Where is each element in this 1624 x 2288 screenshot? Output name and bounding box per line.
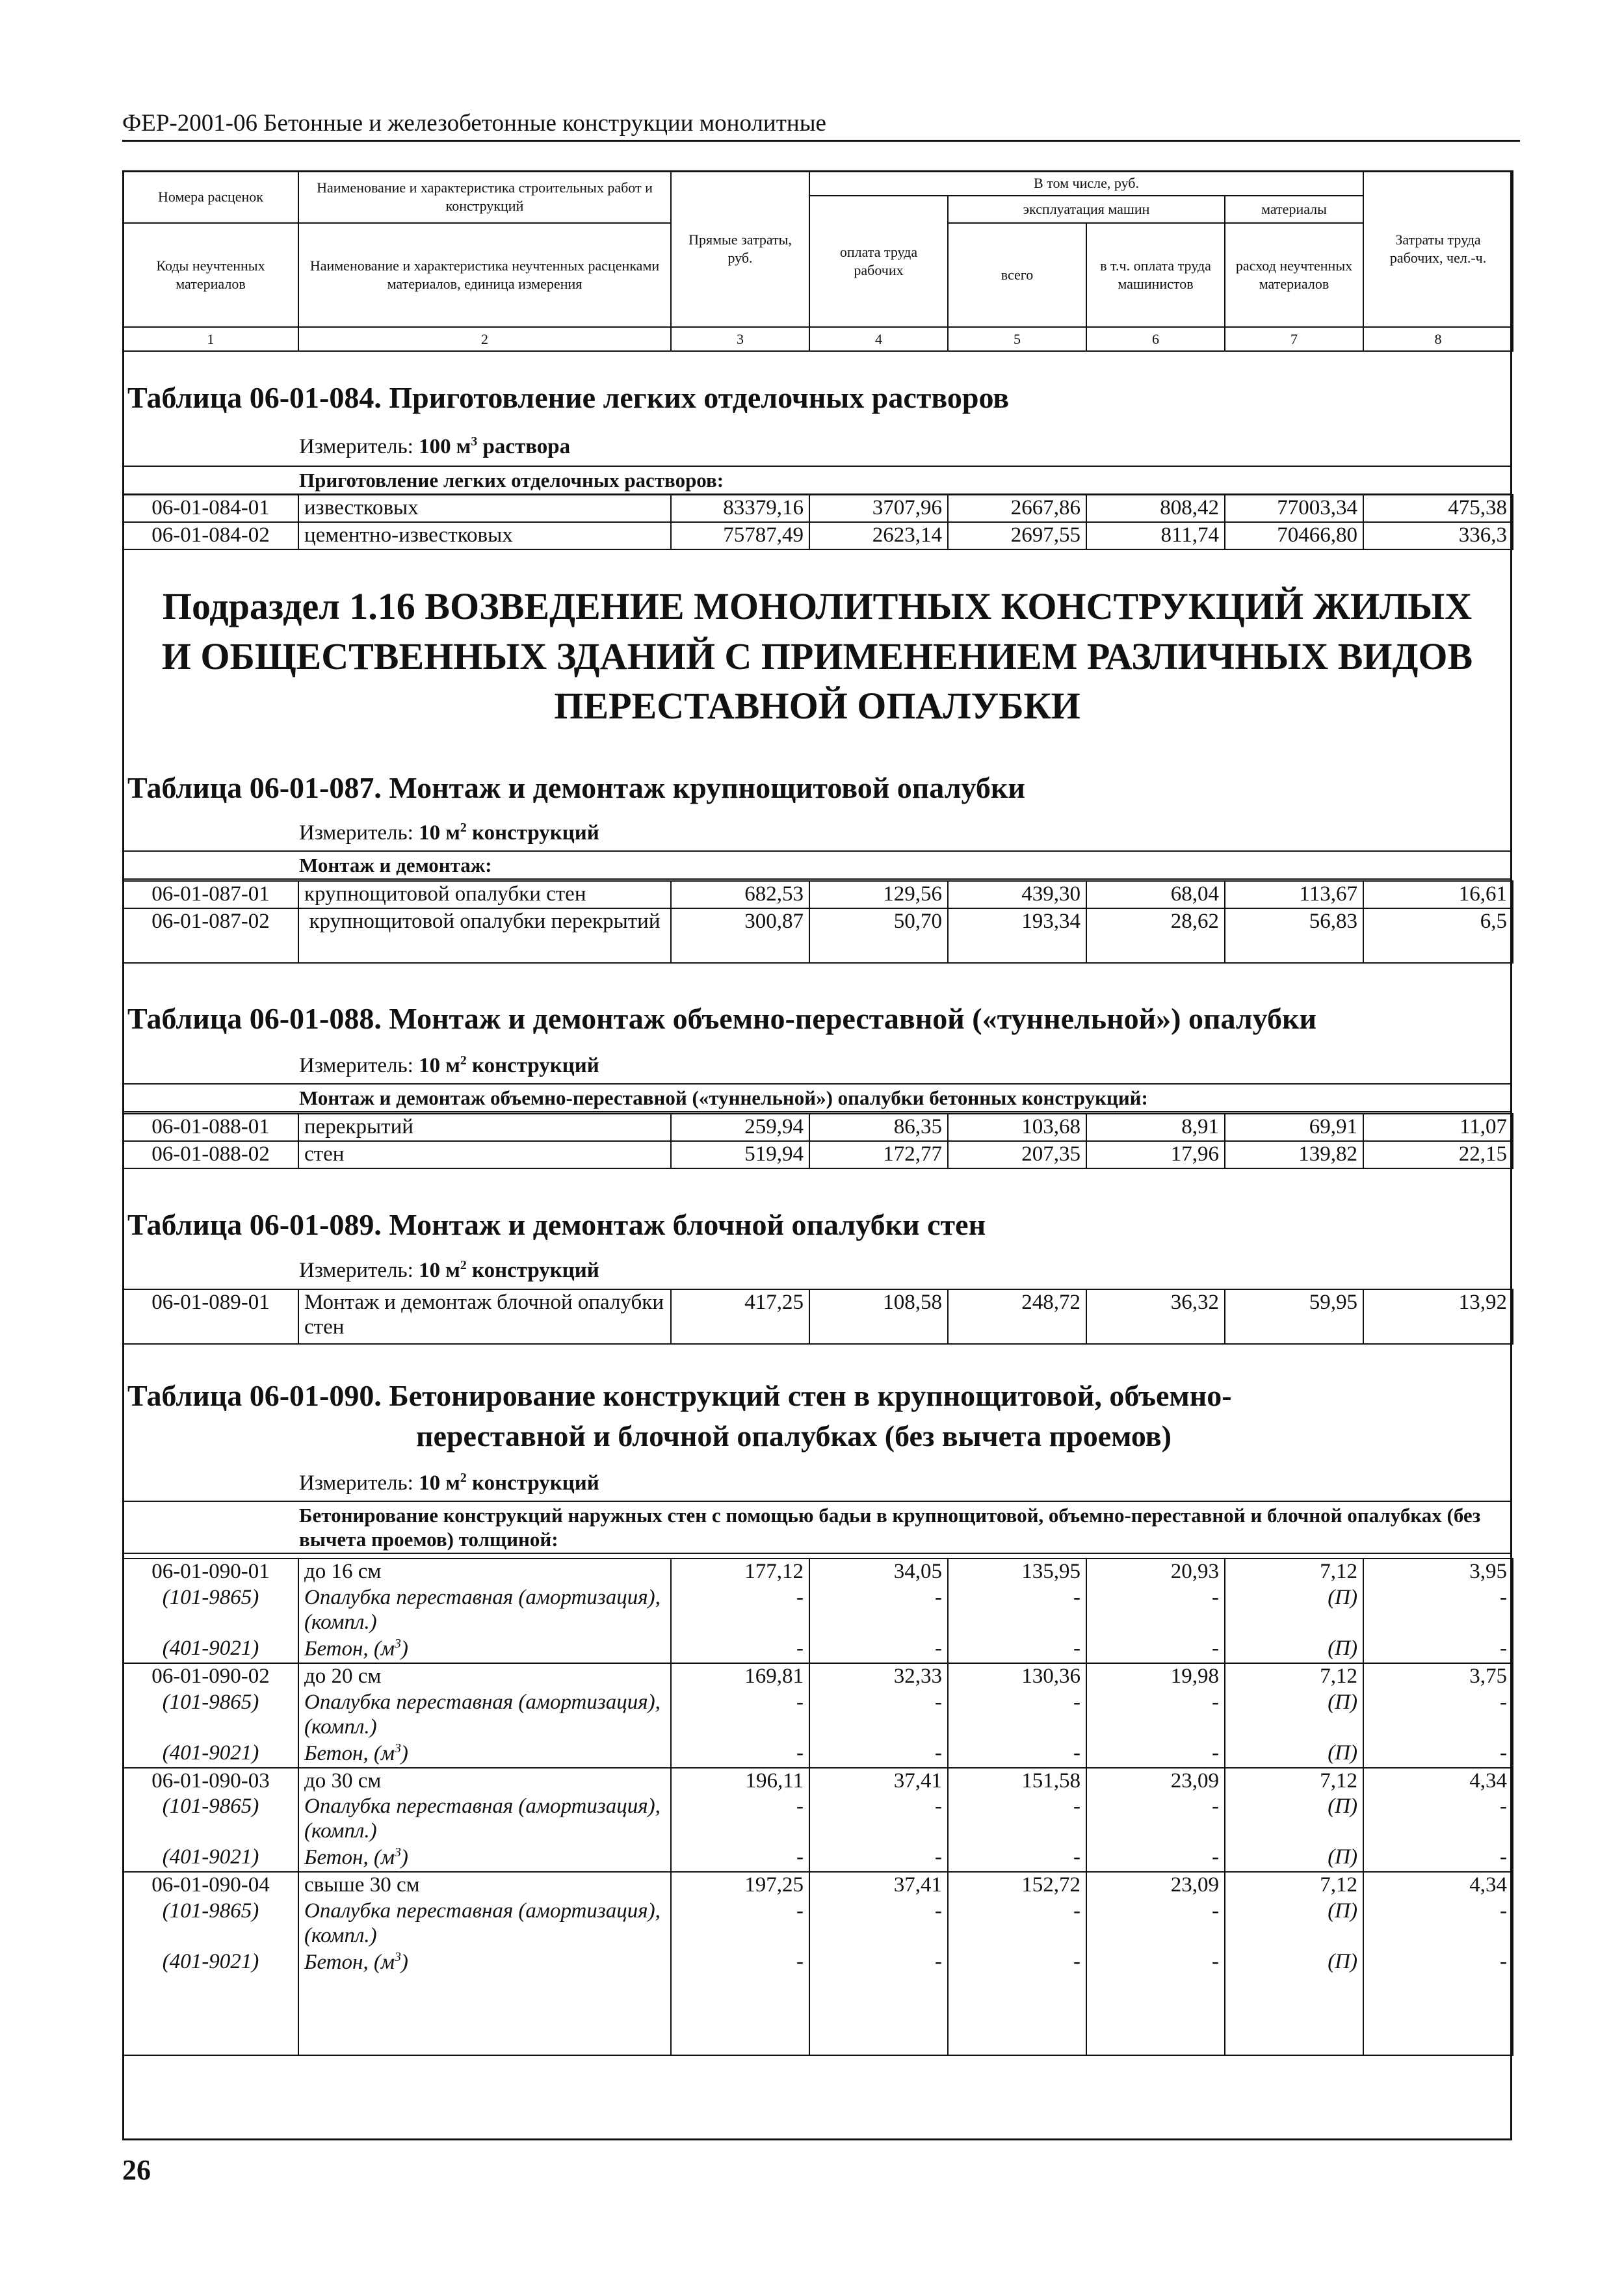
header-num: 2 (298, 327, 671, 352)
header-materialy: материалы (1225, 196, 1363, 223)
header-nomera: Номера расценок (123, 171, 298, 223)
material-value: (П) (1225, 1741, 1363, 1768)
rate-value: 34,05 (809, 1558, 948, 1585)
table-090-title-cont: переставной и блочной опалубках (без вычета проемов) (416, 1419, 1172, 1453)
rate-value: 3,75 (1363, 1663, 1513, 1690)
material-value: - (948, 1690, 1086, 1741)
material-value: - (809, 1845, 948, 1872)
header-kody: Коды неучтенных материалов (123, 223, 298, 327)
material-value: - (809, 1899, 948, 1949)
rate-code: 06-01-090-01 (123, 1558, 298, 1585)
rate-value: 177,12 (671, 1558, 809, 1585)
material-value: (П) (1225, 1899, 1363, 1949)
material-value: - (1086, 1794, 1225, 1845)
header-zatraty: Затраты труда рабочих, чел.-ч. (1363, 171, 1513, 327)
rate-code: 06-01-090-04 (123, 1872, 298, 1899)
rate-block (123, 1768, 1513, 1873)
header-num: 5 (948, 327, 1086, 352)
material-value: - (1086, 1585, 1225, 1636)
material-value: - (671, 1690, 809, 1741)
table-084-group-heading: Приготовление легких отделочных растворов: (122, 466, 1512, 495)
table-row: 06-01-084-02 цементно-известковых 75787,49 2623,14 2697,55 811,74 70466,80 336,3 (123, 522, 1513, 549)
rate-value: 4,34 (1363, 1768, 1513, 1795)
material-code: (101-9865) (123, 1899, 298, 1949)
material-value: - (1086, 1690, 1225, 1741)
table-088-group-heading: Монтаж и демонтаж объемно-переставной («туннельной») опалубки бетонных конструкций: (122, 1083, 1512, 1112)
material-value: - (671, 1899, 809, 1949)
material-value: - (948, 1899, 1086, 1949)
table-row: 06-01-088-01 перекрытий 259,94 86,35 103,68 8,91 69,91 11,07 (123, 1114, 1513, 1141)
table-row: 06-01-088-02 стен 519,94 172,77 207,35 17,96 139,82 22,15 (123, 1141, 1513, 1168)
material-value: - (671, 1949, 809, 2055)
table-087 (122, 880, 1513, 964)
column-header-table (122, 170, 1513, 352)
table-089-title: Таблица 06-01-089. Монтаж и демонтаж блочной опалубки стен (127, 1208, 986, 1241)
material-value: - (1363, 1585, 1513, 1636)
material-row (123, 1845, 1513, 1872)
rate-value: 169,81 (671, 1663, 809, 1690)
table-084-measure: Измеритель: 100 $м^3$ раствора (299, 434, 571, 458)
header-pryamye: Прямые затраты, руб. (671, 171, 809, 327)
material-name: Опалубка переставная (амортизация), (компл.) (298, 1690, 671, 1741)
header-num: 3 (671, 327, 809, 352)
material-name: Опалубка переставная (амортизация), (компл.) (298, 1585, 671, 1636)
rate-value: 19,98 (1086, 1663, 1225, 1690)
material-name: Бетон, $(м^3)$ (298, 1741, 671, 1768)
material-value: - (948, 1949, 1086, 2055)
header-v-tom-chisle: В том числе, руб. (809, 171, 1363, 196)
material-value: - (671, 1794, 809, 1845)
material-value: - (671, 1741, 809, 1768)
subsection-heading: Подраздел 1.16 ВОЗВЕДЕНИЕ МОНОЛИТНЫХ КОНСТРУКЦИЙ ЖИЛЫХ И ОБЩЕСТВЕННЫХ ЗДАНИЙ С ПРИМЕНЕНИЕМ РАЗЛИЧНЫХ ВИДОВ ПЕРЕСТАВНОЙ ОПАЛУБКИ (161, 585, 1473, 728)
material-value: - (671, 1845, 809, 1872)
table-084-title: Таблица 06-01-084. Приготовление легких отделочных растворов (127, 381, 1010, 414)
table-row: 06-01-087-01 крупнощитовой опалубки стен 682,53 129,56 439,30 68,04 113,67 16,61 (123, 881, 1513, 908)
material-row (123, 1899, 1513, 1949)
material-row (123, 1741, 1513, 1768)
running-header: ФЕР-2001-06 Бетонные и железобетонные конструкции монолитные (122, 109, 1520, 142)
table-090-group-heading: Бетонирование конструкций наружных стен с помощью бадьи в крупнощитовой, объемно-переставной и блочной опалубках (без вычета проемов) толщиной: (122, 1501, 1512, 1554)
material-row (123, 1690, 1513, 1741)
table-087-measure: Измеритель: 10 $м^2$ конструкций (299, 821, 599, 845)
rate-value: 23,09 (1086, 1768, 1225, 1795)
material-value: - (1086, 1636, 1225, 1663)
rate-value: 151,58 (948, 1768, 1086, 1795)
table-084 (122, 494, 1513, 550)
table-090-measure: Измеритель: 10 $м^2$ конструкций (299, 1471, 599, 1495)
rate-value: 3,95 (1363, 1558, 1513, 1585)
header-num: 7 (1225, 327, 1363, 352)
rate-value: 7,12 (1225, 1768, 1363, 1795)
material-value: (П) (1225, 1794, 1363, 1845)
material-value: - (671, 1585, 809, 1636)
material-value: - (1363, 1949, 1513, 2055)
material-value: - (948, 1741, 1086, 1768)
rate-value: 23,09 (1086, 1872, 1225, 1899)
rate-value: 32,33 (809, 1663, 948, 1690)
table-row: 06-01-084-01 известковых 83379,16 3707,96 2667,86 808,42 77003,34 475,38 (123, 495, 1513, 522)
table-row (123, 1872, 1513, 1899)
rate-block (123, 1872, 1513, 2055)
material-row (123, 1636, 1513, 1663)
rate-name: до 30 см (298, 1768, 671, 1795)
material-row (123, 1794, 1513, 1845)
page-number: 26 (122, 2154, 151, 2186)
material-value: - (948, 1794, 1086, 1845)
table-row: 06-01-087-02 крупнощитовой опалубки перекрытий 300,87 50,70 193,34 28,62 56,83 6,5 (123, 908, 1513, 963)
rate-value: 7,12 (1225, 1663, 1363, 1690)
header-vtch: в т.ч. оплата труда машинистов (1086, 223, 1225, 327)
rate-name: до 16 см (298, 1558, 671, 1585)
table-089 (122, 1289, 1513, 1345)
material-value: - (809, 1794, 948, 1845)
material-value: - (1086, 1845, 1225, 1872)
table-row (123, 1768, 1513, 1795)
material-code: (101-9865) (123, 1690, 298, 1741)
header-oplata-truda: оплата труда рабочих (809, 196, 948, 327)
header-name-materials: Наименование и характеристика неучтенных расценками материалов, единица измерения (298, 223, 671, 327)
rate-block (123, 1558, 1513, 1663)
rate-value: 152,72 (948, 1872, 1086, 1899)
rate-value: 20,93 (1086, 1558, 1225, 1585)
table-088-measure: Измеритель: 10 $м^2$ конструкций (299, 1053, 599, 1077)
material-value: - (809, 1690, 948, 1741)
material-row (123, 1585, 1513, 1636)
rate-name: до 20 см (298, 1663, 671, 1690)
table-087-group-heading: Монтаж и демонтаж: (122, 850, 1512, 880)
material-code: (401-9021) (123, 1636, 298, 1663)
material-value: (П) (1225, 1690, 1363, 1741)
header-name-works: Наименование и характеристика строительных работ и конструкций (298, 171, 671, 223)
material-value: - (948, 1585, 1086, 1636)
rate-name: свыше 30 см (298, 1872, 671, 1899)
header-num: 4 (809, 327, 948, 352)
header-num: 6 (1086, 327, 1225, 352)
rate-code: 06-01-090-02 (123, 1663, 298, 1690)
material-value: - (809, 1741, 948, 1768)
material-value: - (1086, 1741, 1225, 1768)
material-value: - (671, 1636, 809, 1663)
material-value: - (1363, 1899, 1513, 1949)
material-code: (401-9021) (123, 1949, 298, 2055)
header-num: 1 (123, 327, 298, 352)
material-name: Бетон, $(м^3)$ (298, 1949, 671, 2055)
table-088 (122, 1113, 1513, 1169)
rate-block (123, 1663, 1513, 1768)
rate-code: 06-01-090-03 (123, 1768, 298, 1795)
header-raskhod: расход неучтенных материалов (1225, 223, 1363, 327)
material-name: Бетон, $(м^3)$ (298, 1636, 671, 1663)
header-num: 8 (1363, 327, 1513, 352)
material-value: (П) (1225, 1949, 1363, 2055)
table-090 (122, 1558, 1513, 2056)
material-value: - (1086, 1899, 1225, 1949)
material-code: (401-9021) (123, 1845, 298, 1872)
material-value: - (809, 1636, 948, 1663)
material-value: - (948, 1845, 1086, 1872)
rate-value: 7,12 (1225, 1558, 1363, 1585)
table-088-title: Таблица 06-01-088. Монтаж и демонтаж объемно-переставной («туннельной») опалубки (127, 1002, 1317, 1035)
material-name: Бетон, $(м^3)$ (298, 1845, 671, 1872)
material-code: (101-9865) (123, 1585, 298, 1636)
material-value: - (948, 1636, 1086, 1663)
material-value: - (1363, 1794, 1513, 1845)
material-row (123, 1949, 1513, 2055)
rate-value: 37,41 (809, 1872, 948, 1899)
table-row (123, 1663, 1513, 1690)
table-087-title: Таблица 06-01-087. Монтаж и демонтаж крупнощитовой опалубки (127, 771, 1025, 804)
material-value: - (1363, 1690, 1513, 1741)
table-row (123, 1558, 1513, 1585)
header-ekspluataciya: эксплуатация машин (948, 196, 1225, 223)
rate-value: 196,11 (671, 1768, 809, 1795)
rate-value: 37,41 (809, 1768, 948, 1795)
rate-value: 7,12 (1225, 1872, 1363, 1899)
header-vsego: всего (948, 223, 1086, 327)
material-code: (401-9021) (123, 1741, 298, 1768)
rate-value: 130,36 (948, 1663, 1086, 1690)
material-code: (101-9865) (123, 1794, 298, 1845)
material-value: - (1086, 1949, 1225, 2055)
table-089-measure: Измеритель: 10 $м^2$ конструкций (299, 1258, 599, 1282)
rate-value: 135,95 (948, 1558, 1086, 1585)
material-value: - (1363, 1636, 1513, 1663)
table-row: 06-01-089-01 Монтаж и демонтаж блочной опалубки стен 417,25 108,58 248,72 36,32 59,95 13,92 (123, 1289, 1513, 1344)
material-value: (П) (1225, 1585, 1363, 1636)
material-value: (П) (1225, 1845, 1363, 1872)
rate-value: 4,34 (1363, 1872, 1513, 1899)
material-name: Опалубка переставная (амортизация), (компл.) (298, 1899, 671, 1949)
rate-value: 197,25 (671, 1872, 809, 1899)
material-name: Опалубка переставная (амортизация), (компл.) (298, 1794, 671, 1845)
material-value: - (809, 1949, 948, 2055)
material-value: - (1363, 1845, 1513, 1872)
material-value: (П) (1225, 1636, 1363, 1663)
material-value: - (809, 1585, 948, 1636)
material-value: - (1363, 1741, 1513, 1768)
table-090-title: Таблица 06-01-090. Бетонирование конструкций стен в крупнощитовой, объемно- (127, 1379, 1232, 1412)
